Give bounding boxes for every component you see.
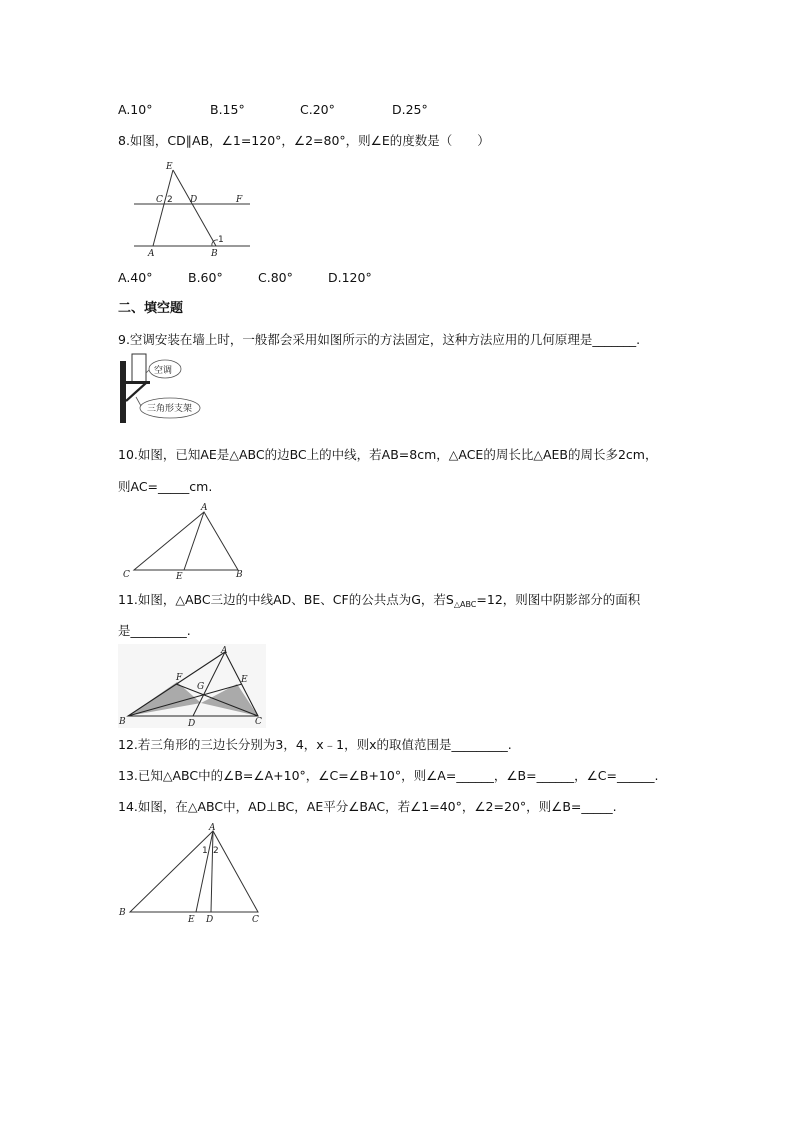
label-e: E (241, 675, 248, 685)
figure-background (118, 644, 266, 728)
q7-option-d: D.25° (392, 102, 428, 117)
air-conditioner (132, 354, 146, 382)
q7-option-a: A.10° (118, 102, 153, 117)
label-e: E (176, 572, 183, 580)
label-b: B (119, 908, 126, 918)
q11-line2: 是_________. (118, 623, 191, 638)
label-angle-2: 2 (213, 846, 219, 856)
q11-line1-part2: =12，则图中阴影部分的面积 (476, 592, 641, 607)
q10-line2: 则AC=_____cm. (118, 479, 213, 494)
label-angle-2: 2 (167, 195, 173, 205)
label-ac: 空调 (154, 366, 173, 376)
wall (120, 361, 126, 423)
q11-figure (118, 644, 266, 728)
q14-figure (116, 819, 268, 929)
q13-stem: 13.已知△ABC中的∠B=∠A+10°，∠C=∠B+10°，则∠A=______，∠B=______，∠C=______. (118, 768, 659, 783)
label-a: A (221, 646, 228, 656)
label-e: E (188, 915, 195, 925)
label-d: D (190, 195, 198, 205)
q9-figure (116, 353, 202, 425)
q10-figure (118, 500, 248, 580)
label-c: C (123, 570, 130, 580)
label-bracket: 三角形支架 (147, 404, 193, 414)
label-a: A (148, 249, 155, 259)
triangle-abc (134, 512, 238, 570)
q8-stem: 8.如图，CD∥AB，∠1=120°，∠2=80°，则∠E的度数是（ ） (118, 133, 490, 148)
label-a: A (209, 823, 216, 833)
q14-stem: 14.如图，在△ABC中，AD⊥BC，AE平分∠BAC，若∠1=40°，∠2=20°，则∠B=_____. (118, 799, 617, 814)
bubble-pointer-bracket (136, 397, 141, 406)
label-f: F (236, 195, 243, 205)
label-b: B (236, 570, 243, 580)
label-angle-1: 1 (202, 846, 208, 856)
q11-subscript: △ABC (453, 600, 477, 609)
label-b: B (211, 249, 218, 259)
label-g: G (197, 682, 205, 692)
label-f: F (176, 673, 183, 683)
q8-option-a: A.40° (118, 270, 153, 285)
bisector-ae (196, 831, 213, 912)
q8-option-d: D.120° (328, 270, 372, 285)
q8-figure (128, 160, 252, 260)
label-e: E (166, 162, 173, 172)
label-d: D (188, 719, 196, 728)
label-c: C (156, 195, 163, 205)
segment-eb (173, 170, 216, 246)
q11-line1 (118, 592, 640, 610)
label-a: A (201, 503, 208, 513)
label-angle-1: 1 (218, 235, 224, 245)
q11-line1-part1: 11.如图，△ABC三边的中线AD、BE、CF的公共点为G，若S (118, 592, 454, 607)
q10-line1: 10.如图，已知AE是△ABC的边BC上的中线，若AB=8cm，△ACE的周长比△AEB的周长多2cm， (118, 447, 658, 462)
label-c: C (255, 717, 262, 727)
altitude-ad (211, 831, 213, 912)
label-b: B (119, 717, 126, 727)
q8-option-c: C.80° (258, 270, 293, 285)
q8-option-b: B.60° (188, 270, 223, 285)
q7-option-c: C.20° (300, 102, 335, 117)
q9-stem: 9.空调安装在墙上时，一般都会采用如图所示的方法固定，这种方法应用的几何原理是_______. (118, 332, 641, 347)
q12-stem: 12.若三角形的三边长分别为3，4，x﹣1，则x的取值范围是_________. (118, 737, 512, 752)
section-heading: 二、填空题 (118, 301, 184, 316)
label-d: D (206, 915, 214, 925)
segment-ea (153, 170, 173, 246)
q7-option-b: B.15° (210, 102, 245, 117)
triangle-abc (130, 831, 258, 912)
bracket-brace (126, 383, 146, 401)
label-c: C (252, 915, 259, 925)
